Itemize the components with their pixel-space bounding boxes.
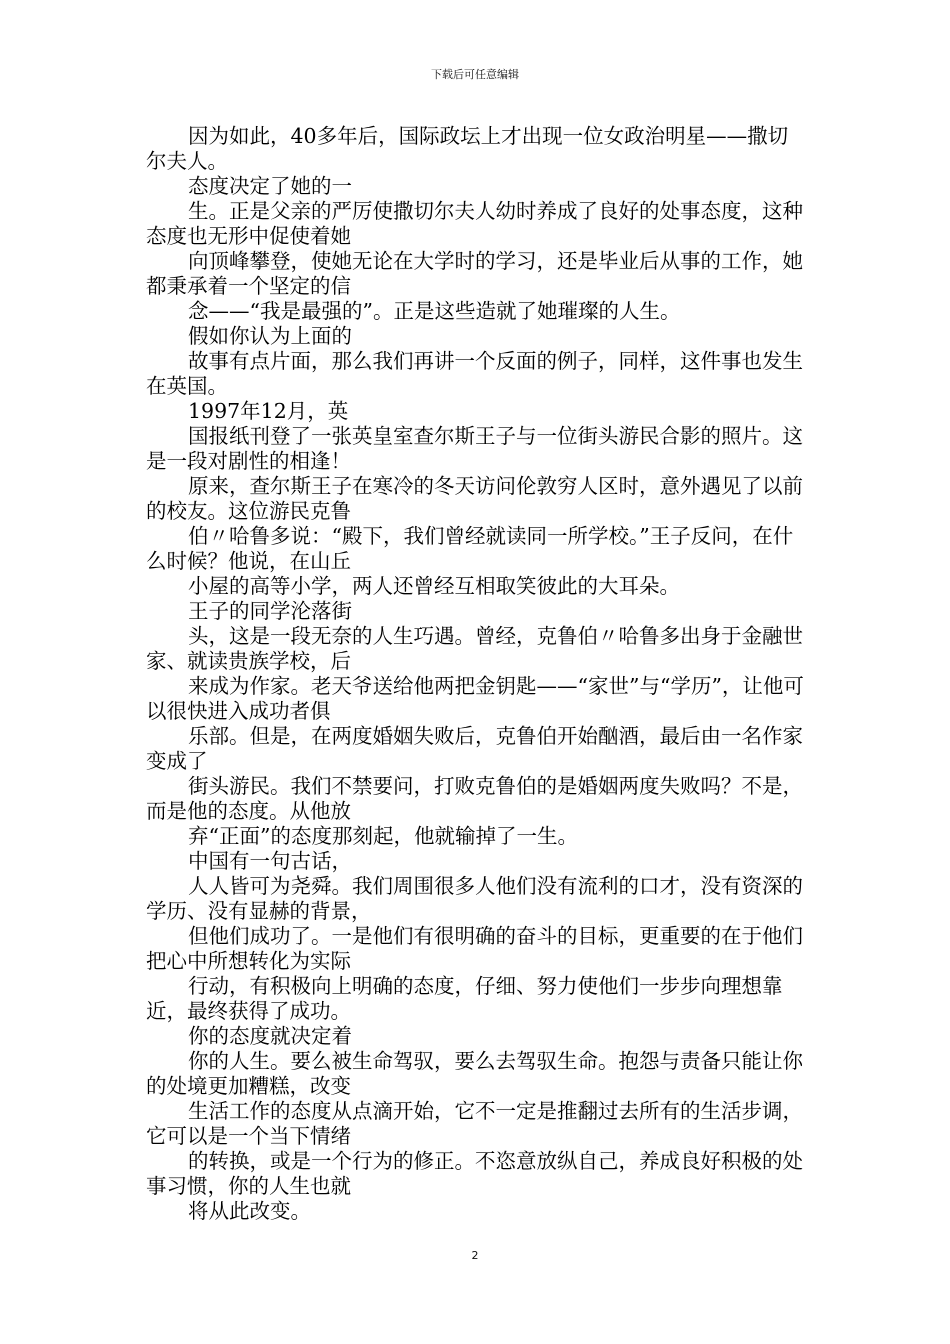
paragraph: 生活工作的态度从点滴开始，它不一定是推翻过去所有的生活步调，它可以是一个当下情绪 (146, 1099, 803, 1148)
paragraph: 1997年12月，英 (188, 399, 349, 423)
paragraph: 原来，查尔斯王子在寒冷的冬天访问伦敦穷人区时，意外遇见了以前的校友。这位游民克鲁 (146, 474, 803, 523)
paragraph: 王子的同学沦落街 (188, 599, 352, 623)
page-header: 下载后可任意编辑 (431, 68, 519, 81)
paragraph: 弃“正面”的态度那刻起，他就输掉了一生。 (188, 824, 578, 848)
paragraph: 头，这是一段无奈的人生巧遇。曾经，克鲁伯〃哈鲁多出身于金融世家、就读贵族学校，后 (146, 624, 803, 673)
paragraph: 乐部。但是，在两度婚姻失败后，克鲁伯开始酗酒，最后由一名作家变成了 (146, 724, 803, 773)
paragraph: 行动，有积极向上明确的态度，仔细、努力使他们一步步向理想靠近，最终获得了成功。 (146, 974, 783, 1023)
paragraph: 将从此改变。 (188, 1199, 311, 1223)
paragraph: 向顶峰攀登，使她无论在大学时的学习，还是毕业后从事的工作，她都秉承着一个坚定的信 (146, 249, 803, 298)
paragraph: 的转换，或是一个行为的修正。不恣意放纵自己，养成良好积极的处事习惯，你的人生也就 (146, 1149, 803, 1198)
paragraph: 故事有点片面，那么我们再讲一个反面的例子，同样，这件事也发生在英国。 (146, 349, 803, 398)
paragraph: 人人皆可为尧舜。我们周围很多人他们没有流利的口才，没有资深的学历、没有显赫的背景， (146, 874, 803, 923)
paragraph: 态度决定了她的一 (188, 174, 352, 198)
paragraph: 念——“我是最强的”。正是这些造就了她璀璨的人生。 (188, 299, 681, 323)
paragraph: 小屋的高等小学，两人还曾经互相取笑彼此的大耳朵。 (188, 574, 680, 598)
paragraph: 你的态度就决定着 (188, 1024, 352, 1048)
document-body (146, 124, 806, 1224)
paragraph: 中国有一句古话， (188, 849, 352, 873)
paragraph: 生。正是父亲的严厉使撒切尔夫人幼时养成了良好的处事态度，这种态度也无形中促使着她 (146, 199, 803, 248)
paragraph: 但他们成功了。一是他们有很明确的奋斗的目标，更重要的在于他们把心中所想转化为实际 (146, 924, 803, 973)
paragraph: 街头游民。我们不禁要问，打败克鲁伯的是婚姻两度失败吗？不是，而是他的态度。从他放 (146, 774, 803, 823)
page-number: 2 (471, 1249, 479, 1262)
paragraph: 国报纸刊登了一张英皇室查尔斯王子与一位街头游民合影的照片。这是一段对剧性的相逢！ (146, 424, 803, 473)
paragraph: 伯〃哈鲁多说：“殿下，我们曾经就读同一所学校。”王子反问，在什么时候？他说，在山丘 (146, 524, 794, 573)
paragraph: 你的人生。要么被生命驾驭，要么去驾驭生命。抱怨与责备只能让你的处境更加糟糕，改变 (146, 1049, 803, 1098)
paragraph: 来成为作家。老天爷送给他两把金钥匙——“家世”与“学历”，让他可以很快进入成功者俱 (146, 674, 804, 723)
paragraph: 因为如此，40多年后，国际政坛上才出现一位女政治明星——撒切尔夫人。 (146, 124, 789, 173)
paragraph: 假如你认为上面的 (188, 324, 352, 348)
